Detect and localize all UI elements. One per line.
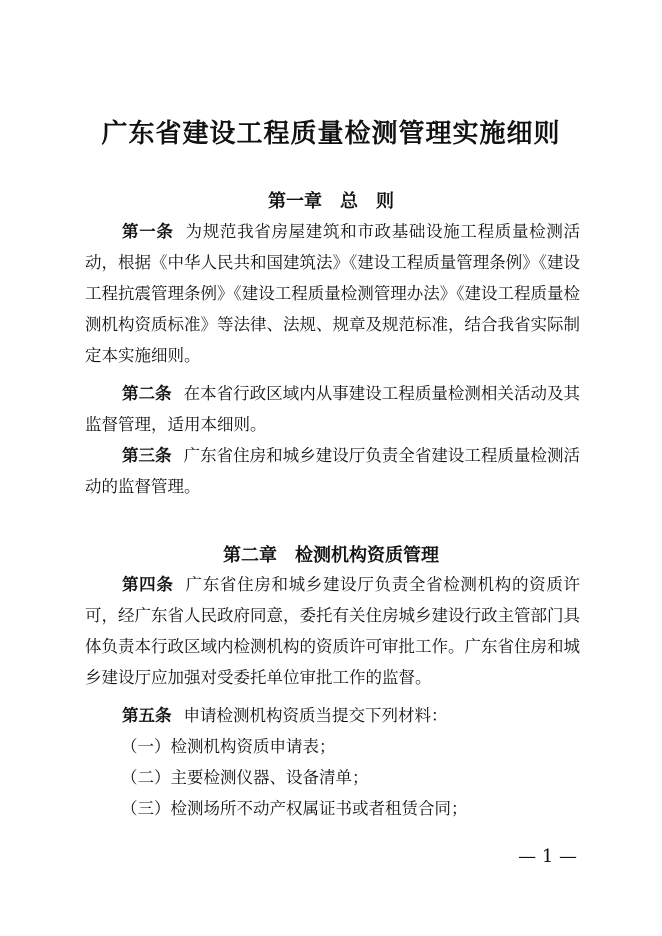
- material-item-1: （一）检测机构资质申请表；: [121, 737, 336, 756]
- article-4: [85, 569, 580, 693]
- chapter-1-heading: 第一章 总 则: [268, 191, 394, 212]
- material-item-3: （三）检测场所不动产权属证书或者租赁合同；: [121, 799, 468, 818]
- article-1-text: 为规范我省房屋建筑和市政基础设施工程质量检测活动，根据《中华人民共和国建筑法》《建设工程质量管理条例》《建设工程抗震管理条例》《建设工程质量检测管理办法》《建设工程质量检测机构资质标准》等法律、法规、规章及规范标准，结合我省实际制定本实施细则。: [85, 222, 581, 365]
- article-3: [85, 440, 580, 502]
- article-2-label: 第二条: [122, 384, 172, 403]
- article-1: [85, 216, 580, 371]
- article-4-text: 广东省住房和城乡建设厅负责全省检测机构的资质许可，经广东省人民政府同意，委托有关住房城乡建设行政主管部门具体负责本行政区域内检测机构的资质许可审批工作。广东省住房和城乡建设厅应加强对受委托单位审批工作的监督。: [85, 575, 581, 687]
- document-title: 广东省建设工程质量检测管理实施细则: [101, 119, 561, 149]
- chapter-2-heading: 第二章 检测机构资质管理: [223, 545, 439, 566]
- material-item-2: （二）主要检测仪器、设备清单；: [121, 768, 369, 787]
- article-2-text: 在本省行政区域内从事建设工程质量检测相关活动及其监督管理，适用本细则。: [85, 384, 581, 434]
- article-3-text: 广东省住房和城乡建设厅负责全省建设工程质量检测活动的监督管理。: [85, 446, 581, 496]
- article-5: [85, 700, 580, 731]
- article-5-text: 申请检测机构资质当提交下列材料：: [183, 706, 448, 725]
- article-2: [85, 378, 580, 440]
- page-number: — 1 —: [518, 846, 577, 867]
- article-4-label: 第四条: [122, 575, 174, 594]
- article-1-label: 第一条: [122, 222, 174, 241]
- article-3-label: 第三条: [122, 446, 172, 465]
- article-5-label: 第五条: [122, 706, 172, 725]
